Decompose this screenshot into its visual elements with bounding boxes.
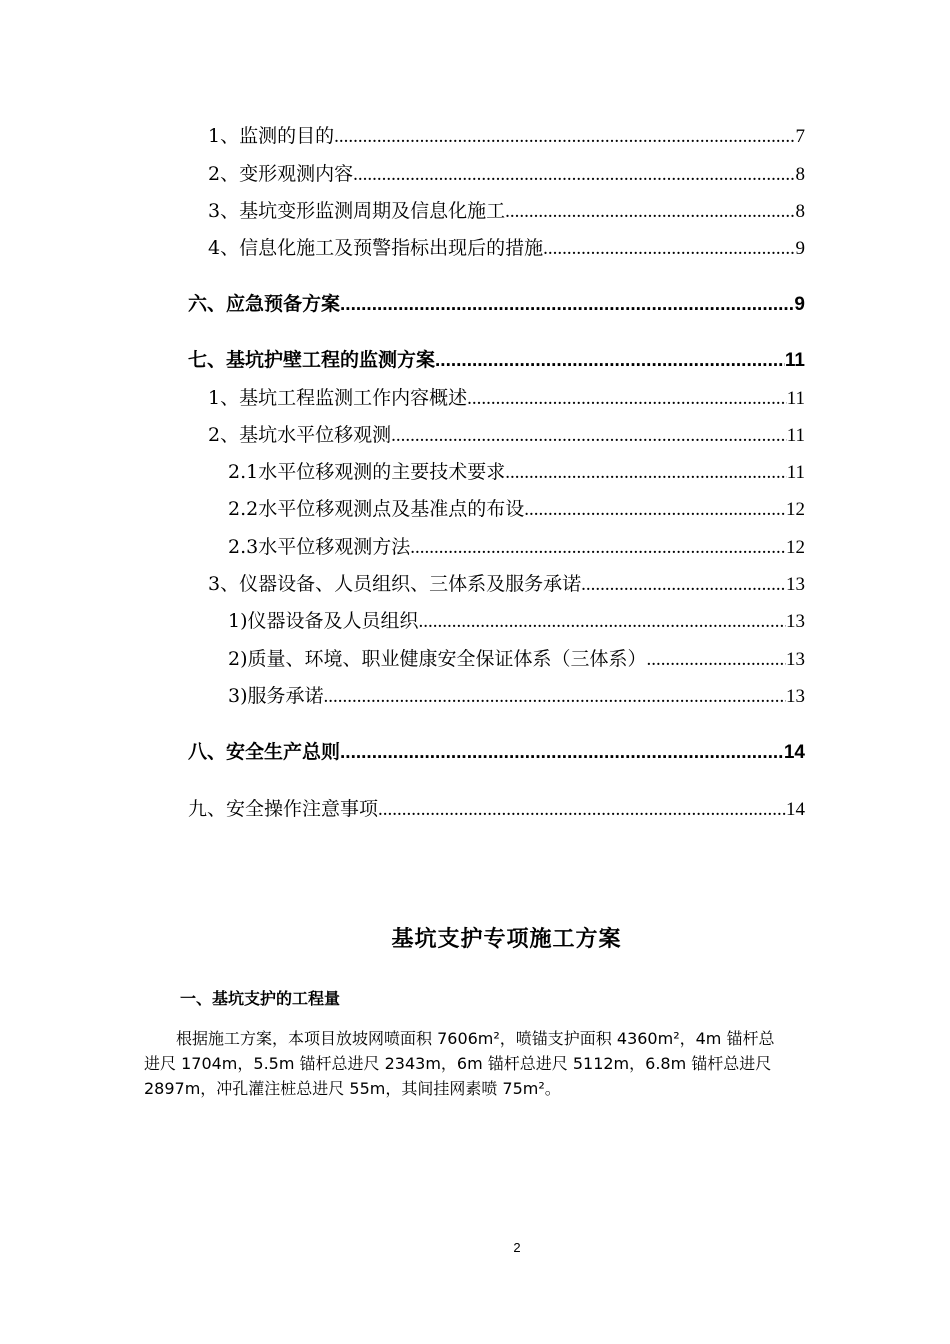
toc-entry-page: 11: [786, 425, 805, 446]
toc-entry-page: 12: [786, 499, 805, 520]
toc-entry-page: 13: [786, 649, 805, 670]
toc-leader-dots: [505, 200, 795, 224]
toc-entry-label: 1、基坑工程监测工作内容概述: [208, 387, 468, 409]
toc-entry-page: 7: [795, 126, 805, 147]
toc-entry[interactable]: [208, 386, 805, 411]
section-heading: 一、基坑支护的工程量: [180, 989, 341, 1008]
toc-leader-dots: [391, 424, 787, 448]
toc-subentry[interactable]: [228, 460, 805, 485]
toc-entry-page: 13: [786, 686, 805, 707]
toc-entry[interactable]: [208, 572, 805, 597]
toc-leader-dots: [581, 573, 786, 597]
toc-leader-dots: [647, 648, 786, 672]
toc-entry-label: 七、基坑护壁工程的监测方案: [188, 349, 436, 371]
toc-entry-page: 9: [795, 238, 805, 259]
toc-entry-label: 1)仪器设备及人员组织: [228, 610, 419, 632]
paragraph-line: 2897m，冲孔灌注桩总进尺 55m，其间挂网素喷 75m²。: [144, 1079, 561, 1098]
page-number: 2: [513, 1240, 521, 1255]
document-title: 基坑支护专项施工方案: [391, 926, 622, 952]
toc-entry-label: 2.3水平位移观测方法: [228, 536, 411, 558]
toc-leader-dots: [410, 536, 786, 560]
toc-entry-page: 13: [786, 611, 805, 632]
toc-entry[interactable]: [208, 236, 805, 261]
toc-leader-dots: [340, 293, 794, 317]
toc-entry-label: 六、应急预备方案: [188, 293, 341, 315]
toc-entry-page: 11: [786, 462, 805, 483]
paragraph-line: 根据施工方案，本项目放坡网喷面积 7606m²，喷锚支护面积 4360m²，4m 锚杆总: [176, 1029, 775, 1048]
toc-entry-label: 2.2水平位移观测点及基准点的布设: [228, 498, 525, 520]
toc-leader-dots: [505, 461, 786, 485]
toc-entry-label: 3、基坑变形监测周期及信息化施工: [208, 200, 506, 222]
toc-entry-label: 1、监测的目的: [208, 125, 335, 147]
toc-entry[interactable]: [208, 423, 805, 448]
toc-leader-dots: [324, 685, 786, 709]
toc-entry-page: 12: [786, 537, 805, 558]
toc-entry-label: 2、基坑水平位移观测: [208, 424, 392, 446]
toc-chapter-entry[interactable]: [188, 292, 805, 317]
toc-leader-dots: [340, 741, 784, 765]
toc-entry-page: 14: [786, 799, 805, 820]
toc-entry-page: 11: [786, 388, 805, 409]
toc-leader-dots: [334, 125, 795, 149]
toc-entry-page: 13: [786, 574, 805, 595]
toc-entry-page: 14: [783, 742, 805, 763]
toc-chapter-entry[interactable]: [188, 740, 805, 765]
toc-leader-dots: [353, 163, 795, 187]
body-paragraph: [144, 1026, 844, 1101]
toc-entry-label: 3、仪器设备、人员组织、三体系及服务承诺: [208, 573, 582, 595]
toc-chapter-entry[interactable]: [188, 797, 805, 822]
toc-subentry[interactable]: [228, 535, 805, 560]
toc-entry[interactable]: [208, 124, 805, 149]
toc-entry-page: 11: [784, 350, 805, 371]
toc-subentry[interactable]: [228, 497, 805, 522]
toc-leader-dots: [467, 387, 787, 411]
toc-leader-dots: [543, 237, 795, 261]
toc-leader-dots: [419, 610, 786, 634]
toc-entry-label: 八、安全生产总则: [188, 741, 341, 763]
toc-chapter-entry[interactable]: [188, 348, 805, 373]
toc-entry-page: 8: [795, 201, 805, 222]
toc-subentry[interactable]: [228, 684, 805, 709]
toc-leader-dots: [524, 498, 786, 522]
toc-entry-label: 九、安全操作注意事项: [188, 798, 379, 820]
toc-entry-label: 2、变形观测内容: [208, 163, 354, 185]
toc-entry-label: 4、信息化施工及预警指标出现后的措施: [208, 237, 544, 259]
toc-leader-dots: [378, 798, 786, 822]
toc-entry-label: 2)质量、环境、职业健康安全保证体系（三体系）: [228, 648, 647, 670]
toc-entry-page: 9: [794, 294, 805, 315]
toc-entry[interactable]: [208, 199, 805, 224]
toc-subentry[interactable]: [228, 647, 805, 672]
toc-leader-dots: [435, 349, 785, 373]
toc-subentry[interactable]: [228, 609, 805, 634]
toc-entry-page: 8: [795, 164, 805, 185]
toc-entry-label: 3)服务承诺: [228, 685, 324, 707]
toc-entry[interactable]: [208, 162, 805, 187]
toc-entry-label: 2.1水平位移观测的主要技术要求: [228, 461, 506, 483]
paragraph-line: 进尺 1704m，5.5m 锚杆总进尺 2343m，6m 锚杆总进尺 5112m，6.8m 锚杆总进尺: [144, 1054, 772, 1073]
